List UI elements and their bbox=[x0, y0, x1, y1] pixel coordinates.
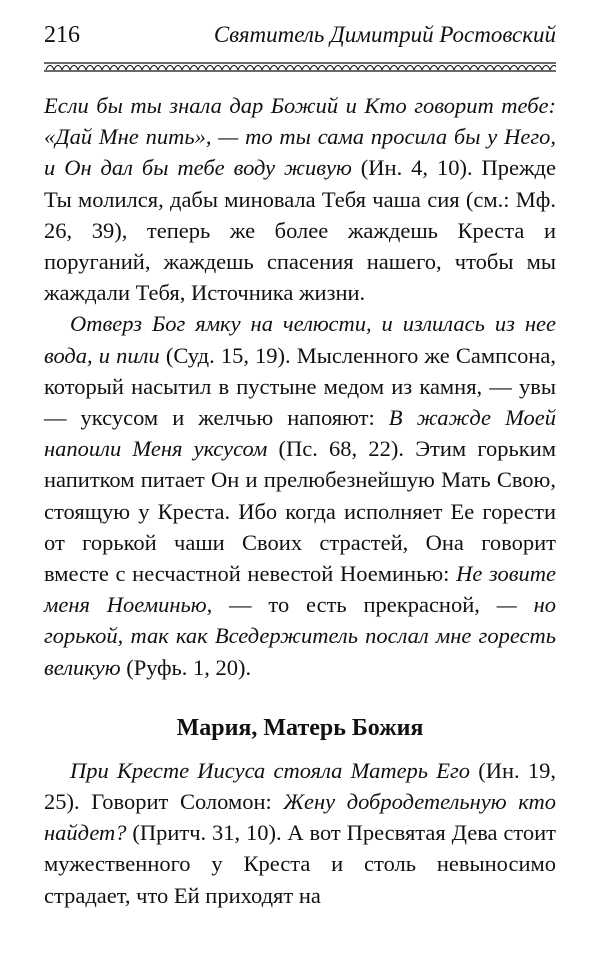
paragraph bbox=[44, 755, 556, 911]
text-run: (Суд. 15, 19). Мысленного же Сампсона, который насытил в пустыне медом из камня, — увы — уксусом и желчью напояют: bbox=[44, 342, 556, 431]
ornament-link bbox=[518, 66, 526, 71]
ornament-link bbox=[342, 66, 350, 71]
italic-quote: — но горькой, так как Вседержитель послал мне горесть великую bbox=[44, 592, 556, 680]
ornament-link bbox=[190, 66, 198, 71]
ornament-link bbox=[310, 66, 318, 71]
ornament-link bbox=[430, 66, 438, 71]
ornament-link bbox=[358, 66, 366, 71]
ornament-link bbox=[246, 66, 254, 71]
text-run: (Притч. 31, 10). А вот Пресвятая Дева стоит мужественного у Креста и столь невыносимо страдает, что Ей приходят на bbox=[44, 820, 556, 908]
header-ornament-rule bbox=[44, 62, 556, 72]
ornament-link bbox=[374, 66, 382, 71]
page-number: 216 bbox=[44, 22, 80, 48]
ornament-link bbox=[350, 66, 358, 71]
ornament-link bbox=[470, 66, 478, 71]
ornament-link bbox=[366, 66, 374, 71]
ornament-link bbox=[198, 66, 206, 71]
ornament-link bbox=[326, 66, 334, 71]
page-header bbox=[44, 22, 556, 56]
ornament-link bbox=[542, 66, 550, 71]
running-title: Святитель Димитрий Ростовский bbox=[213, 22, 556, 47]
paragraph bbox=[44, 308, 556, 682]
ornament-link bbox=[318, 66, 326, 71]
ornament-link bbox=[78, 66, 86, 71]
text-run: (Ин. 19, 25). Говорит Соломон: bbox=[44, 757, 556, 815]
ornament-link bbox=[390, 66, 398, 71]
ornament-link bbox=[70, 66, 78, 71]
ornament-link bbox=[118, 66, 126, 71]
ornament-link bbox=[534, 66, 542, 71]
ornament-link bbox=[446, 66, 454, 71]
ornament-link bbox=[230, 66, 238, 71]
body-text bbox=[44, 90, 556, 911]
ornament-link bbox=[262, 66, 270, 71]
ornament-link bbox=[110, 66, 118, 71]
ornament-link bbox=[382, 66, 390, 71]
ornament-link bbox=[406, 66, 414, 71]
ornament-link bbox=[510, 66, 518, 71]
ornament-link bbox=[462, 66, 470, 71]
ornament-link bbox=[214, 66, 222, 71]
ornament-link bbox=[502, 66, 510, 71]
ornament-link bbox=[62, 66, 70, 71]
ornament-link bbox=[438, 66, 446, 71]
ornament-rule-graphic bbox=[44, 62, 556, 72]
ornament-link bbox=[526, 66, 534, 71]
italic-quote: В жажде Моей напоили Меня уксусом bbox=[44, 405, 557, 462]
ornament-link bbox=[294, 66, 302, 71]
ornament-link bbox=[422, 66, 430, 71]
ornament-link bbox=[486, 66, 494, 71]
ornament-link bbox=[550, 66, 556, 71]
italic-quote: Если бы ты знала дар Божий и Кто говорит тебе: «Дай Мне пить», — то ты сама просила бы у Него, и Он дал бы тебе воду живую bbox=[44, 93, 556, 181]
italic-quote: Жену добродетельную кто найдет? bbox=[44, 789, 556, 846]
ornament-link bbox=[238, 66, 246, 71]
ornament-link bbox=[254, 66, 262, 71]
italic-quote: Отверз Бог ямку на челюсти, и излилась из нее вода, и пили bbox=[44, 311, 556, 368]
text-run: (Руфь. 1, 20). bbox=[120, 654, 252, 680]
ornament-link bbox=[102, 66, 110, 71]
ornament-link bbox=[302, 66, 310, 71]
ornament-link bbox=[94, 66, 102, 71]
ornament-link bbox=[334, 66, 342, 71]
ornament-link bbox=[142, 66, 150, 71]
italic-quote: Не зовите меня Ноеминью, bbox=[44, 561, 556, 618]
ornament-link bbox=[286, 66, 294, 71]
ornament-link bbox=[150, 66, 158, 71]
ornament-link bbox=[158, 66, 166, 71]
text-run: (Ин. 4, 10). Прежде Ты молился, дабы миновала Тебя чаша сия (см.: Мф. 26, 39), теперь же более жаждешь Креста и поруганий, жаждешь спасения нашего, чтобы мы жаждали Тебя, Источника жизни. bbox=[44, 155, 556, 306]
ornament-link bbox=[398, 66, 406, 71]
ornament-link bbox=[478, 66, 486, 71]
ornament-link bbox=[46, 66, 54, 71]
italic-quote: При Кресте Иисуса стояла Матерь Его bbox=[70, 757, 471, 783]
section-heading: Мария, Матерь Божия bbox=[176, 714, 424, 741]
text-run: — то есть прекрасной, bbox=[212, 592, 497, 618]
ornament-link bbox=[278, 66, 286, 71]
ornament-link bbox=[454, 66, 462, 71]
ornament-link bbox=[494, 66, 502, 71]
text-run: (Пс. 68, 22). Этим горьким напитком питает Он и прелюбезнейшую Мать Свою, стоящую у Креста. Ибо когда исполняет Ее горести от горькой чаши Своих страстей, Она говорит вместе с несчастной невестой Ноеминью: bbox=[44, 436, 556, 587]
ornament-link bbox=[414, 66, 422, 71]
ornament-link bbox=[206, 66, 214, 71]
ornament-link bbox=[166, 66, 174, 71]
ornament-link bbox=[174, 66, 182, 71]
ornament-link bbox=[126, 66, 134, 71]
ornament-link bbox=[182, 66, 190, 71]
section-paragraph-group bbox=[44, 755, 556, 911]
ornament-link bbox=[86, 66, 94, 71]
paragraph bbox=[44, 90, 556, 308]
ornament-link bbox=[222, 66, 230, 71]
ornament-link bbox=[134, 66, 142, 71]
ornament-link bbox=[270, 66, 278, 71]
paragraph-group bbox=[44, 90, 556, 683]
ornament-link bbox=[54, 66, 62, 71]
